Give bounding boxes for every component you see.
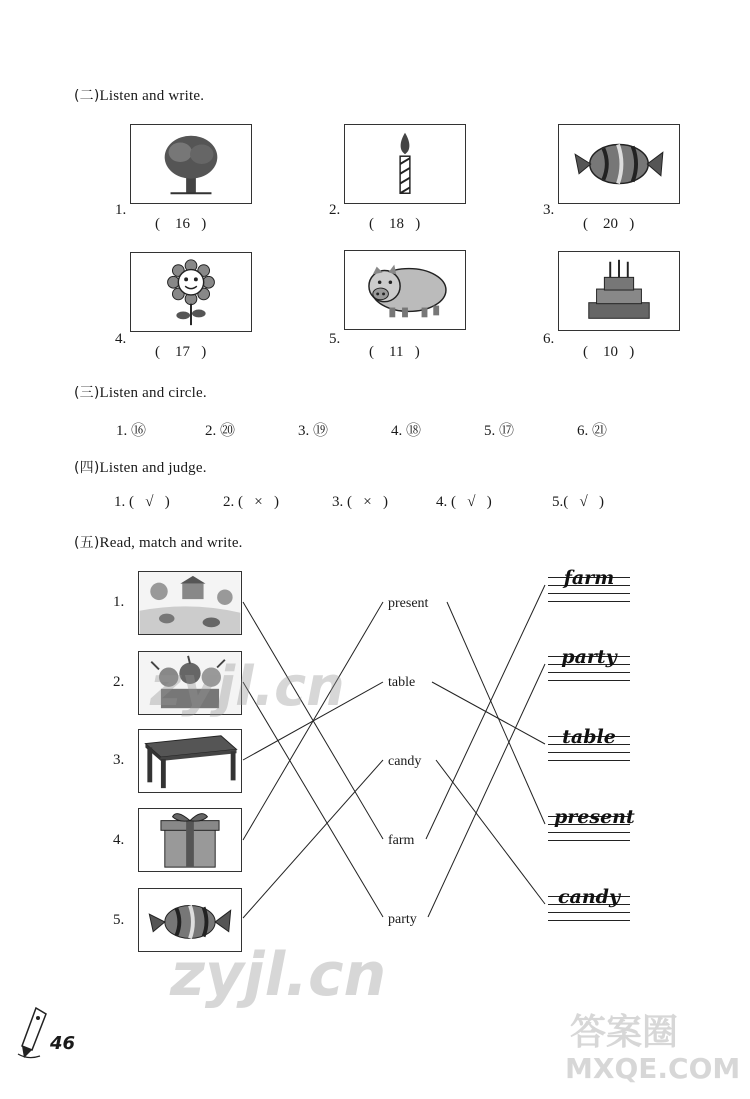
match-word: party: [388, 912, 417, 927]
answer-value: 16: [175, 216, 190, 232]
answer-value: 17: [175, 344, 190, 360]
writing-line-1: [548, 567, 630, 601]
written-word: farm: [563, 567, 615, 589]
judge-mark: √: [467, 494, 476, 510]
judge-number: 3.: [332, 494, 344, 510]
match-word: table: [388, 675, 416, 690]
match-line-party-word: [428, 664, 545, 917]
written-word: table: [562, 726, 616, 748]
item-number: 4.: [115, 331, 127, 347]
item-number: 1.: [115, 202, 127, 218]
written-word: present: [554, 806, 635, 828]
watermark: zyjl.cn: [170, 940, 387, 1010]
judge-mark: √: [145, 494, 154, 510]
circle-answer: 4. ⑱: [391, 423, 422, 439]
section2-heading-mark: (二): [74, 88, 100, 104]
item-number: 2.: [329, 202, 341, 218]
match-number: 1.: [113, 594, 125, 610]
present-picture: [138, 808, 242, 872]
circle-answer: 1. ⑯: [116, 423, 147, 439]
judge-mark: √: [579, 494, 588, 510]
match-line-table-word: [432, 682, 545, 744]
written-word: candy: [557, 886, 621, 908]
item-number: 3.: [543, 202, 555, 218]
answer-blank: ( 10 ): [583, 344, 635, 360]
answer-value: 20: [603, 216, 618, 232]
match-line-present-word: [447, 602, 545, 824]
judge-number: 1.: [114, 494, 126, 510]
circle-answer: 5. ⑰: [484, 423, 515, 439]
section3-heading-mark: (三): [74, 385, 100, 401]
watermark: zyjl.cn: [150, 655, 345, 718]
answer-blank: ( 20 ): [583, 216, 635, 232]
match-word: present: [388, 596, 429, 611]
answer-blank: ( 18 ): [369, 216, 421, 232]
answer-value: 11: [389, 344, 404, 360]
writing-line-2: [548, 646, 630, 680]
page-number: 46: [50, 1033, 76, 1054]
section3-heading-text: Listen and circle.: [99, 385, 207, 401]
match-number: 4.: [113, 832, 125, 848]
table-picture: [138, 729, 242, 793]
answer-value: 10: [603, 344, 618, 360]
judge-answer: 3. ( × ): [332, 494, 388, 510]
writing-line-4: [548, 806, 635, 840]
farm-scene-picture: [138, 571, 242, 635]
item-number: 6.: [543, 331, 555, 347]
pencil-icon: [14, 1004, 54, 1060]
judge-mark: ×: [363, 494, 372, 510]
match-word: candy: [388, 754, 422, 769]
circle-answer: 2. ⑳: [205, 423, 236, 439]
judge-mark: ×: [254, 494, 263, 510]
answer-value: 18: [389, 216, 404, 232]
match-line-farm-word: [426, 585, 545, 839]
match-number: 5.: [113, 912, 125, 928]
judge-answer: 2. ( × ): [223, 494, 279, 510]
match-line-candy-picture: [243, 760, 383, 918]
watermark: MXQE.COM: [565, 1052, 741, 1085]
item-number: 5.: [329, 331, 341, 347]
section4-heading-text: Listen and judge.: [99, 460, 207, 476]
answer-blank: ( 16 ): [155, 216, 207, 232]
circle-answer: 6. ㉑: [577, 423, 608, 439]
match-number: 2.: [113, 674, 125, 690]
written-word: party: [561, 646, 617, 668]
section5-heading-mark: (五): [74, 535, 100, 551]
judge-number: 4.: [436, 494, 448, 510]
judge-number: 5.: [552, 494, 564, 510]
judge-answer: 1. ( √ ): [114, 494, 170, 510]
answer-blank: ( 17 ): [155, 344, 207, 360]
section4-heading-mark: (四): [74, 460, 100, 476]
writing-line-3: [548, 726, 630, 760]
writing-line-5: [548, 886, 630, 920]
judge-answer: 4. ( √ ): [436, 494, 492, 510]
section2-heading-text: Listen and write.: [99, 88, 205, 104]
answer-blank: ( 11 ): [369, 344, 420, 360]
judge-answer: 5.( √ ): [552, 494, 604, 510]
judge-number: 2.: [223, 494, 235, 510]
match-word: farm: [388, 833, 415, 848]
section5-heading-text: Read, match and write.: [99, 535, 243, 551]
circle-answer: 3. ⑲: [298, 423, 329, 439]
match-number: 3.: [113, 752, 125, 768]
watermark: 答案圈: [570, 1012, 679, 1053]
